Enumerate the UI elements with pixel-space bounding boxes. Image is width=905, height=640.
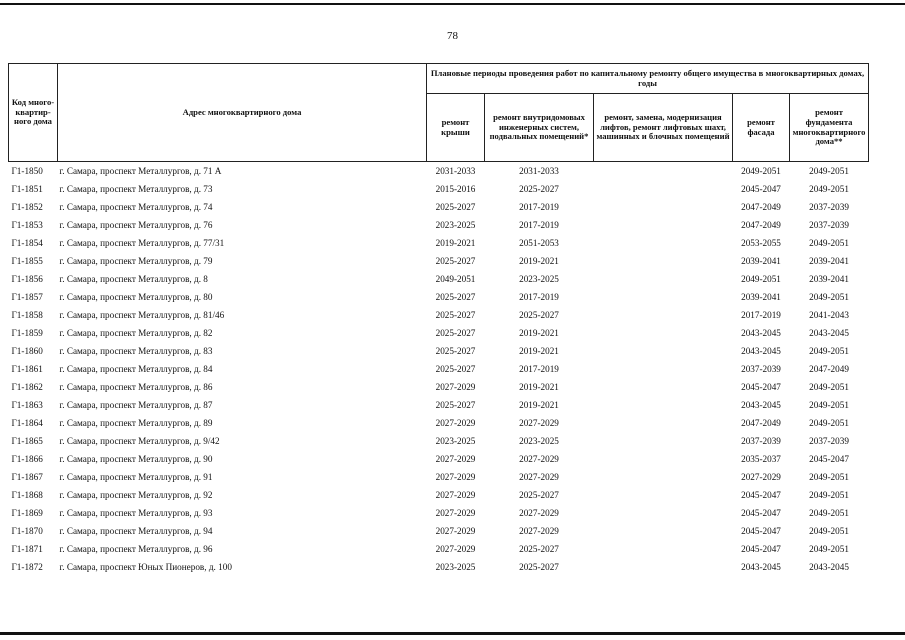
row-facade: 2045-2047: [741, 184, 781, 194]
row-systems: 2019-2021: [519, 400, 559, 410]
row-foundation: 2049-2051: [809, 166, 849, 176]
row-code: Г1-1872: [11, 562, 43, 572]
row-code: Г1-1853: [11, 220, 43, 230]
row-systems: 2031-2033: [519, 166, 559, 176]
row-code: Г1-1855: [11, 256, 43, 266]
header-foundation: ремонт фундамента многоквартирного дома**: [790, 94, 869, 162]
row-facade: 2043-2045: [741, 346, 781, 356]
row-foundation: 2041-2043: [809, 310, 849, 320]
row-lifts: [594, 162, 733, 181]
table-row: [9, 378, 869, 396]
row-address: г. Самара, проспект Металлургов, д. 73: [59, 184, 213, 194]
row-lifts: [594, 378, 733, 396]
row-facade: 2045-2047: [741, 490, 781, 500]
row-facade: 2047-2049: [741, 418, 781, 428]
table-row: [9, 180, 869, 198]
row-code: Г1-1852: [11, 202, 43, 212]
row-foundation: 2037-2039: [809, 202, 849, 212]
row-foundation: 2049-2051: [809, 418, 849, 428]
row-facade: 2047-2049: [741, 220, 781, 230]
header-code: Код много-квартир-ного дома: [9, 64, 58, 162]
table-row: [9, 522, 869, 540]
row-code: Г1-1854: [11, 238, 43, 248]
row-facade: 2045-2047: [741, 544, 781, 554]
row-roof: 2023-2025: [435, 220, 476, 230]
row-code: Г1-1857: [11, 292, 43, 302]
row-roof: 2025-2027: [435, 202, 476, 212]
row-lifts: [594, 198, 733, 216]
row-roof: 2025-2027: [435, 346, 476, 356]
row-roof: 2019-2021: [435, 238, 476, 248]
row-facade: 2053-2055: [741, 238, 781, 248]
row-lifts: [594, 486, 733, 504]
row-roof: 2027-2029: [435, 382, 476, 392]
row-facade: 2049-2051: [741, 274, 781, 284]
header-group: Плановые периоды проведения работ по капитальному ремонту общего имущества в многоквартирных домах, годы: [427, 64, 869, 94]
table-row: [9, 468, 869, 486]
row-systems: 2017-2019: [519, 292, 559, 302]
table-row: [9, 486, 869, 504]
row-facade: 2037-2039: [741, 436, 781, 446]
table-row: [9, 324, 869, 342]
row-roof: 2025-2027: [435, 292, 476, 302]
row-foundation: 2045-2047: [809, 454, 849, 464]
page-number: 78: [447, 30, 458, 42]
row-code: Г1-1866: [11, 454, 43, 464]
row-lifts: [594, 180, 733, 198]
row-address: г. Самара, проспект Металлургов, д. 83: [59, 346, 213, 356]
row-foundation: 2043-2045: [809, 562, 849, 572]
header-lifts: ремонт, замена, модернизация лифтов, ремонт лифтовых шахт, машинных и блочных помещений: [594, 94, 733, 162]
row-facade: 2045-2047: [741, 508, 781, 518]
table-row: [9, 234, 869, 252]
row-lifts: [594, 450, 733, 468]
row-roof: 2027-2029: [435, 526, 476, 536]
row-foundation: 2043-2045: [809, 328, 849, 338]
row-systems: 2019-2021: [519, 256, 559, 266]
row-facade: 2045-2047: [741, 382, 781, 392]
row-facade: 2049-2051: [741, 166, 781, 176]
row-foundation: 2049-2051: [809, 544, 849, 554]
row-facade: 2039-2041: [741, 256, 781, 266]
row-lifts: [594, 252, 733, 270]
row-foundation: 2049-2051: [809, 238, 849, 248]
row-foundation: 2049-2051: [809, 526, 849, 536]
row-roof: 2027-2029: [435, 454, 476, 464]
table-row: [9, 270, 869, 288]
row-code: Г1-1856: [11, 274, 43, 284]
row-address: г. Самара, проспект Металлургов, д. 96: [59, 544, 213, 554]
row-systems: 2025-2027: [519, 562, 559, 572]
row-address: г. Самара, проспект Металлургов, д. 81/46: [59, 310, 225, 320]
row-systems: 2027-2029: [519, 472, 559, 482]
row-systems: 2025-2027: [519, 544, 559, 554]
row-systems: 2023-2025: [519, 436, 559, 446]
row-systems: 2025-2027: [519, 310, 559, 320]
row-systems: 2025-2027: [519, 184, 559, 194]
row-foundation: 2049-2051: [809, 382, 849, 392]
row-systems: 2023-2025: [519, 274, 559, 284]
row-address: г. Самара, проспект Металлургов, д. 89: [59, 418, 213, 428]
row-foundation: 2037-2039: [809, 220, 849, 230]
table-header: [9, 64, 869, 162]
row-systems: 2051-2053: [519, 238, 559, 248]
row-code: Г1-1871: [11, 544, 43, 554]
table-row: [9, 540, 869, 558]
row-facade: 2035-2037: [741, 454, 781, 464]
row-code: Г1-1861: [11, 364, 43, 374]
row-foundation: 2049-2051: [809, 490, 849, 500]
row-lifts: [594, 540, 733, 558]
row-code: Г1-1864: [11, 418, 43, 428]
row-address: г. Самара, проспект Металлургов, д. 93: [59, 508, 213, 518]
row-foundation: 2049-2051: [809, 292, 849, 302]
row-roof: 2049-2051: [435, 274, 476, 284]
row-address: г. Самара, проспект Металлургов, д. 86: [59, 382, 213, 392]
row-address: г. Самара, проспект Металлургов, д. 84: [59, 364, 213, 374]
row-systems: 2027-2029: [519, 508, 559, 518]
row-lifts: [594, 396, 733, 414]
row-facade: 2043-2045: [741, 400, 781, 410]
row-address: г. Самара, проспект Металлургов, д. 92: [59, 490, 213, 500]
table-row: [9, 342, 869, 360]
row-roof: 2031-2033: [435, 166, 476, 176]
row-roof: 2027-2029: [435, 544, 476, 554]
table-row: [9, 432, 869, 450]
row-facade: 2047-2049: [741, 202, 781, 212]
row-lifts: [594, 468, 733, 486]
row-roof: 2025-2027: [435, 400, 476, 410]
table-row: [9, 450, 869, 468]
row-foundation: 2049-2051: [809, 472, 849, 482]
row-facade: 2027-2029: [741, 472, 781, 482]
row-roof: 2025-2027: [435, 364, 476, 374]
row-address: г. Самара, проспект Металлургов, д. 79: [59, 256, 213, 266]
table-row: [9, 414, 869, 432]
row-roof: 2025-2027: [435, 310, 476, 320]
row-roof: 2025-2027: [435, 328, 476, 338]
top-rule: [0, 3, 905, 5]
table-row: [9, 396, 869, 414]
header-systems: ремонт внутридомовых инженерных систем, подвальных помещений*: [485, 94, 594, 162]
row-address: г. Самара, проспект Металлургов, д. 74: [59, 202, 213, 212]
row-facade: 2037-2039: [741, 364, 781, 374]
row-roof: 2027-2029: [435, 508, 476, 518]
row-roof: 2023-2025: [435, 436, 476, 446]
row-lifts: [594, 558, 733, 576]
row-roof: 2023-2025: [435, 562, 476, 572]
row-systems: 2027-2029: [519, 526, 559, 536]
row-systems: 2019-2021: [519, 346, 559, 356]
row-foundation: 2049-2051: [809, 508, 849, 518]
row-roof: 2027-2029: [435, 490, 476, 500]
row-systems: 2019-2021: [519, 328, 559, 338]
row-roof: 2027-2029: [435, 472, 476, 482]
table-body: [9, 162, 869, 577]
row-lifts: [594, 504, 733, 522]
row-foundation: 2039-2041: [809, 274, 849, 284]
row-code: Г1-1860: [11, 346, 43, 356]
row-foundation: 2049-2051: [809, 184, 849, 194]
row-lifts: [594, 216, 733, 234]
row-code: Г1-1867: [11, 472, 43, 482]
row-lifts: [594, 414, 733, 432]
table-row: [9, 288, 869, 306]
row-address: г. Самара, проспект Металлургов, д. 9/42: [59, 436, 220, 446]
row-address: г. Самара, проспект Металлургов, д. 82: [59, 328, 213, 338]
row-systems: 2017-2019: [519, 220, 559, 230]
table-row: [9, 360, 869, 378]
row-code: Г1-1869: [11, 508, 43, 518]
row-facade: 2017-2019: [741, 310, 781, 320]
table-row: [9, 198, 869, 216]
row-systems: 2027-2029: [519, 418, 559, 428]
row-facade: 2039-2041: [741, 292, 781, 302]
row-systems: 2019-2021: [519, 382, 559, 392]
table-row: [9, 162, 869, 181]
row-foundation: 2037-2039: [809, 436, 849, 446]
row-code: Г1-1863: [11, 400, 43, 410]
row-lifts: [594, 342, 733, 360]
row-roof: 2027-2029: [435, 418, 476, 428]
row-code: Г1-1859: [11, 328, 43, 338]
row-lifts: [594, 306, 733, 324]
row-address: г. Самара, проспект Металлургов, д. 76: [59, 220, 213, 230]
row-address: г. Самара, проспект Металлургов, д. 8: [59, 274, 208, 284]
table-row: [9, 252, 869, 270]
table-row: [9, 306, 869, 324]
row-systems: 2027-2029: [519, 454, 559, 464]
row-address: г. Самара, проспект Металлургов, д. 90: [59, 454, 213, 464]
row-code: Г1-1850: [11, 166, 43, 176]
row-lifts: [594, 432, 733, 450]
row-foundation: 2039-2041: [809, 256, 849, 266]
row-code: Г1-1862: [11, 382, 43, 392]
row-address: г. Самара, проспект Металлургов, д. 71 А: [59, 166, 222, 176]
row-address: г. Самара, проспект Металлургов, д. 77/31: [59, 238, 225, 248]
row-address: г. Самара, проспект Металлургов, д. 80: [59, 292, 213, 302]
row-systems: 2017-2019: [519, 202, 559, 212]
row-systems: 2025-2027: [519, 490, 559, 500]
table-row: [9, 558, 869, 576]
row-roof: 2015-2016: [435, 184, 476, 194]
row-lifts: [594, 288, 733, 306]
row-lifts: [594, 360, 733, 378]
row-code: Г1-1870: [11, 526, 43, 536]
row-foundation: 2049-2051: [809, 400, 849, 410]
table-row: [9, 504, 869, 522]
row-code: Г1-1868: [11, 490, 43, 500]
row-foundation: 2047-2049: [809, 364, 849, 374]
bottom-rule: [0, 632, 905, 635]
table-row: [9, 216, 869, 234]
row-code: Г1-1865: [11, 436, 43, 446]
header-facade: ремонт фасада: [733, 94, 790, 162]
row-address: г. Самара, проспект Металлургов, д. 94: [59, 526, 213, 536]
row-code: Г1-1858: [11, 310, 43, 320]
row-address: г. Самара, проспект Металлургов, д. 87: [59, 400, 213, 410]
row-lifts: [594, 522, 733, 540]
row-facade: 2045-2047: [741, 526, 781, 536]
capital-repair-table: [8, 63, 869, 576]
header-address: Адрес многоквартирного дома: [58, 64, 427, 162]
row-lifts: [594, 234, 733, 252]
row-foundation: 2049-2051: [809, 346, 849, 356]
header-roof: ремонт крыши: [427, 94, 485, 162]
row-systems: 2017-2019: [519, 364, 559, 374]
row-address: г. Самара, проспект Юных Пионеров, д. 100: [59, 562, 232, 572]
row-facade: 2043-2045: [741, 562, 781, 572]
row-code: Г1-1851: [11, 184, 43, 194]
row-roof: 2025-2027: [435, 256, 476, 266]
row-address: г. Самара, проспект Металлургов, д. 91: [59, 472, 213, 482]
row-lifts: [594, 270, 733, 288]
row-facade: 2043-2045: [741, 328, 781, 338]
row-lifts: [594, 324, 733, 342]
